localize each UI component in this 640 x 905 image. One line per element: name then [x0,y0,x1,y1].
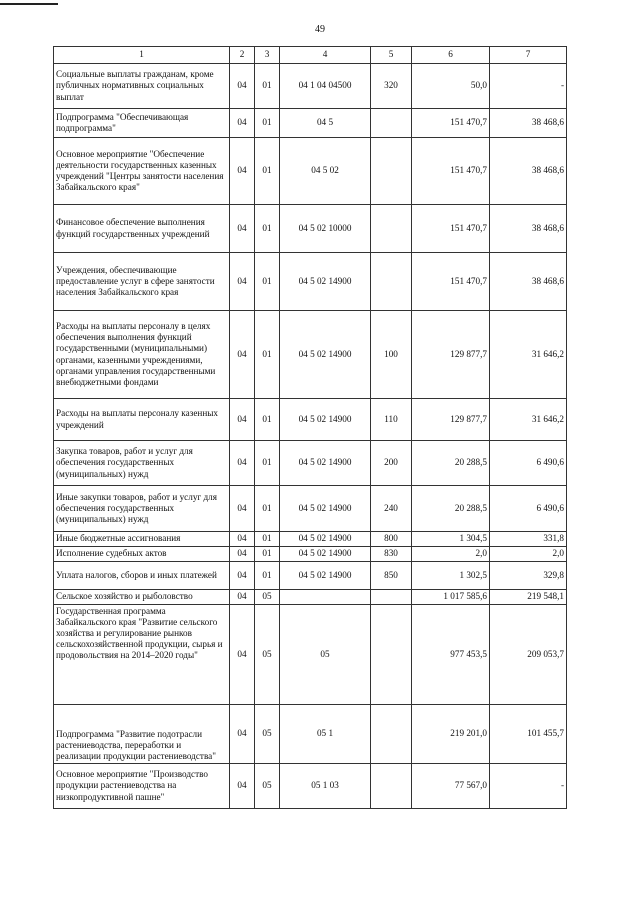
amount-col6: 20 288,5 [412,486,490,532]
item-name: Финансовое обеспечение выполнения функций государственных учреждений [54,205,230,253]
amount-col7: - [490,64,567,109]
amount-col6: 219 201,0 [412,705,490,764]
amount-col6: 1 017 585,6 [412,590,490,605]
target-article-code: 04 5 02 14900 [280,562,371,590]
target-article-code: 04 1 04 04500 [280,64,371,109]
subsection-code: 05 [255,764,280,809]
expense-type-code [371,253,412,311]
table-row [54,605,567,705]
amount-col7: 6 490,6 [490,441,567,486]
section-code: 04 [230,547,255,562]
target-article-code: 04 5 02 10000 [280,205,371,253]
amount-col7: 329,8 [490,562,567,590]
expense-type-code: 110 [371,399,412,441]
target-article-code: 04 5 02 [280,138,371,205]
target-article-code: 04 5 02 14900 [280,311,371,399]
column-header: 1 [54,47,230,64]
table-row [54,590,567,605]
section-code: 04 [230,764,255,809]
amount-col7: 101 455,7 [490,705,567,764]
amount-col7: 38 468,6 [490,205,567,253]
amount-col6: 77 567,0 [412,764,490,809]
expense-type-code [371,764,412,809]
table-row [54,562,567,590]
page-number: 49 [315,24,325,35]
table-row [54,486,567,532]
table-header-row [54,47,567,64]
section-code: 04 [230,109,255,138]
item-name: Уплата налогов, сборов и иных платежей [54,562,230,590]
expense-type-code: 800 [371,532,412,547]
section-code: 04 [230,205,255,253]
expense-type-code [371,705,412,764]
table-row [54,205,567,253]
amount-col6: 129 877,7 [412,311,490,399]
item-name: Учреждения, обеспечивающие предоставление услуг в сфере занятости населения Забайкальского края [54,253,230,311]
amount-col6: 977 453,5 [412,605,490,705]
table-row [54,547,567,562]
expense-type-code [371,590,412,605]
amount-col7: 331,8 [490,532,567,547]
target-article-code: 04 5 02 14900 [280,253,371,311]
amount-col7: 31 646,2 [490,399,567,441]
subsection-code: 01 [255,441,280,486]
amount-col7: 209 053,7 [490,605,567,705]
subsection-code: 01 [255,562,280,590]
section-code: 04 [230,399,255,441]
column-header: 5 [371,47,412,64]
expense-type-code [371,109,412,138]
section-code: 04 [230,486,255,532]
amount-col7: 6 490,6 [490,486,567,532]
table-row [54,399,567,441]
column-header: 7 [490,47,567,64]
item-name: Иные бюджетные ассигнования [54,532,230,547]
amount-col7: 2,0 [490,547,567,562]
amount-col6: 129 877,7 [412,399,490,441]
amount-col7: 38 468,6 [490,253,567,311]
amount-col6: 151 470,7 [412,253,490,311]
amount-col6: 20 288,5 [412,441,490,486]
subsection-code: 05 [255,605,280,705]
target-article-code: 04 5 [280,109,371,138]
expense-type-code: 320 [371,64,412,109]
item-name: Основное мероприятие "Производство продукции растениеводства на низкопродуктивной пашне" [54,764,230,809]
section-code: 04 [230,64,255,109]
expense-type-code: 240 [371,486,412,532]
item-name: Подпрограмма "Обеспечивающая подпрограмма" [54,109,230,138]
amount-col7: 38 468,6 [490,138,567,205]
subsection-code: 01 [255,138,280,205]
table-row [54,64,567,109]
expense-type-code [371,138,412,205]
expense-type-code [371,205,412,253]
amount-col6: 1 302,5 [412,562,490,590]
item-name: Исполнение судебных актов [54,547,230,562]
subsection-code: 01 [255,311,280,399]
target-article-code [280,590,371,605]
table-row [54,138,567,205]
table-row [54,109,567,138]
target-article-code: 04 5 02 14900 [280,441,371,486]
section-code: 04 [230,311,255,399]
top-edge-line [0,3,58,5]
item-name: Закупка товаров, работ и услуг для обеспечения государственных (муниципальных) нужд [54,441,230,486]
target-article-code: 04 5 02 14900 [280,399,371,441]
subsection-code: 01 [255,64,280,109]
item-name: Государственная программа Забайкальского края "Развитие сельского хозяйства и регулирование рынков сельскохозяйственной продукции, сырья и продовольствия на 2014–2020 годы" [54,605,230,705]
section-code: 04 [230,590,255,605]
target-article-code: 05 [280,605,371,705]
budget-table [53,46,567,809]
section-code: 04 [230,605,255,705]
item-name: Расходы на выплаты персоналу казенных учреждений [54,399,230,441]
item-name: Подпрограмма "Развитие подотрасли растениеводства, переработки и реализации продукции растениеводства" [54,705,230,764]
target-article-code: 04 5 02 14900 [280,547,371,562]
subsection-code: 01 [255,109,280,138]
section-code: 04 [230,253,255,311]
section-code: 04 [230,705,255,764]
amount-col6: 1 304,5 [412,532,490,547]
amount-col7: 31 646,2 [490,311,567,399]
section-code: 04 [230,532,255,547]
table-row [54,441,567,486]
subsection-code: 05 [255,590,280,605]
section-code: 04 [230,441,255,486]
table-row [54,532,567,547]
column-header: 2 [230,47,255,64]
target-article-code: 04 5 02 14900 [280,532,371,547]
item-name: Социальные выплаты гражданам, кроме публичных нормативных социальных выплат [54,64,230,109]
item-name: Основное мероприятие "Обеспечение деятельности государственных казенных учреждений "Центры занятости населения Забайкальского края" [54,138,230,205]
section-code: 04 [230,562,255,590]
expense-type-code: 850 [371,562,412,590]
target-article-code: 05 1 [280,705,371,764]
column-header: 3 [255,47,280,64]
item-name: Сельское хозяйство и рыболовство [54,590,230,605]
amount-col6: 2,0 [412,547,490,562]
subsection-code: 01 [255,486,280,532]
subsection-code: 01 [255,399,280,441]
amount-col6: 151 470,7 [412,109,490,138]
subsection-code: 01 [255,532,280,547]
amount-col7: 38 468,6 [490,109,567,138]
amount-col6: 151 470,7 [412,205,490,253]
table-row [54,705,567,764]
column-header: 6 [412,47,490,64]
amount-col6: 151 470,7 [412,138,490,205]
item-name: Иные закупки товаров, работ и услуг для обеспечения государственных (муниципальных) нужд [54,486,230,532]
target-article-code: 05 1 03 [280,764,371,809]
column-header: 4 [280,47,371,64]
subsection-code: 01 [255,253,280,311]
table-row [54,311,567,399]
section-code: 04 [230,138,255,205]
amount-col7: 219 548,1 [490,590,567,605]
expense-type-code [371,605,412,705]
expense-type-code: 200 [371,441,412,486]
target-article-code: 04 5 02 14900 [280,486,371,532]
expense-type-code: 830 [371,547,412,562]
table-row [54,253,567,311]
item-name: Расходы на выплаты персоналу в целях обеспечения выполнения функций государственными (муниципальными) органами, казенными учреждениями, органами управления государственными внебюджетными фондами [54,311,230,399]
table-row [54,764,567,809]
subsection-code: 01 [255,205,280,253]
amount-col6: 50,0 [412,64,490,109]
subsection-code: 01 [255,547,280,562]
amount-col7: - [490,764,567,809]
subsection-code: 05 [255,705,280,764]
expense-type-code: 100 [371,311,412,399]
